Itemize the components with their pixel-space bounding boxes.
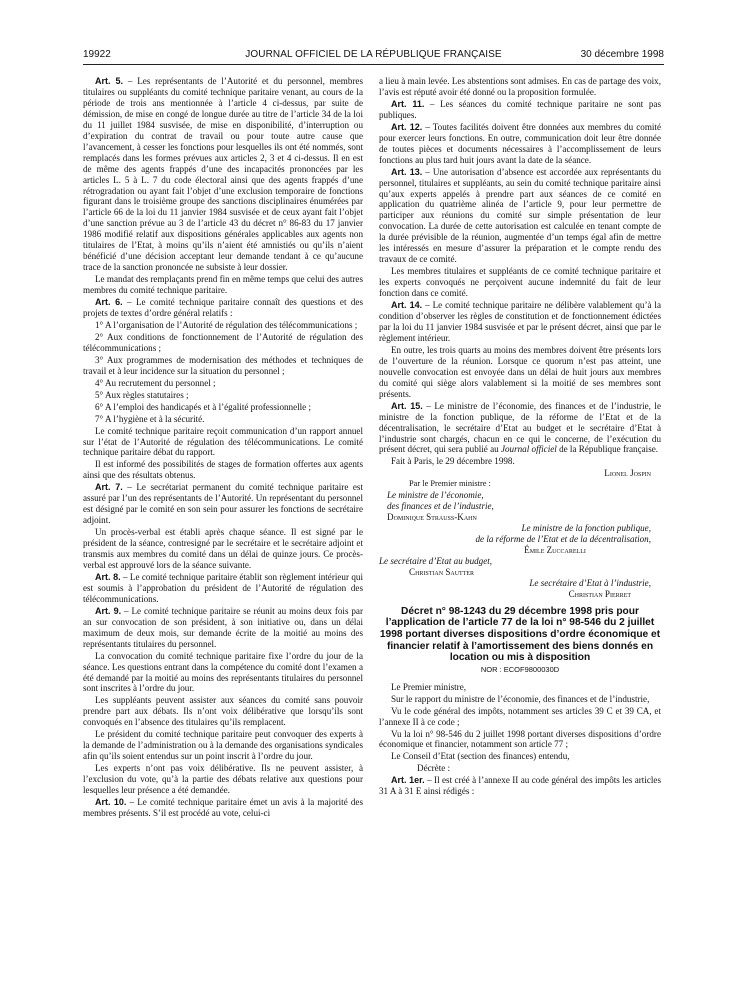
article-5 bbox=[83, 76, 363, 273]
issue-date: 30 décembre 1998 bbox=[580, 49, 664, 60]
paragraph: Le Conseil d’Etat (section des finances) entendu, bbox=[391, 751, 570, 762]
article-15 bbox=[379, 401, 661, 456]
paragraph: Il est informé des possibilités de stages de formation offertes aux agents ainsi que des résultats obtenus. bbox=[83, 459, 363, 481]
signatory-role: de la réforme de l’Etat et de la décentralisation, bbox=[475, 534, 651, 545]
signatory-name: Dominique Strauss-Kahn bbox=[387, 512, 477, 523]
article-text: – Le comité technique paritaire émet un avis à la majorité des membres présents. S’il est procédé au vote, celui-ci bbox=[83, 797, 364, 818]
article-10 bbox=[83, 797, 363, 819]
article-text: – Une autorisation d’absence est accordée aux représentants du personnel, titulaires et suppléants, au sein du comité technique paritaire ainsi qu’aux experts appelés à prendre part aux séances de ce comité en application du quatrième alinéa de l’article 9, pour leur permettre de participer aux réunions du comité sur simple présentation de leur convocation. La durée de cette autorisation est calculée en tenant compte de la durée prévisible de la réunion, augmentée d’un temps égal afin de mettre les intéressés en mesure d’assurer la préparation et le compte rendu des travaux de ce comité. bbox=[379, 166, 662, 265]
article-text: – Le comité technique paritaire se réunit au moins deux fois par an sur convocation de son président, à son initiative ou, dans un délai maximum de deux mois, sur demande écrite de la moitié au moins des représentants titulaires du personnel. bbox=[83, 605, 363, 649]
paragraph: Le mandat des remplaçants prend fin en même temps que celui des autres membres du comité technique paritaire. bbox=[83, 274, 363, 296]
article-11 bbox=[379, 99, 661, 121]
paragraph: Les membres titulaires et suppléants de ce comité technique paritaire et les experts convoqués ne perçoivent aucune indemnité du fait de leur fonction dans ce comité. bbox=[379, 266, 661, 299]
article-9 bbox=[83, 606, 363, 650]
paragraph: a lieu à main levée. Les abstentions sont admises. En cas de partage des voix, l’avis est réputé avoir été donné ou la proposition formulée. bbox=[379, 76, 661, 97]
article-label: Art. 12. bbox=[391, 121, 423, 132]
signatory-role: Le ministre de la fonction publique, bbox=[521, 523, 651, 534]
signature-block bbox=[379, 468, 661, 599]
article-text: – Les séances du comité technique paritaire ne sont pas publiques. bbox=[379, 98, 662, 120]
signatory-role: Le secrétaire d’Etat à l’industrie, bbox=[529, 577, 651, 588]
decree-title: Décret n° 98-1243 du 29 décembre 1998 pris pour l’application de l’article 77 de la loi n° 98-546 du 2 juillet 1998 portant diverses dispositions d’ordre économique et financier relatif à l’amortissement des biens donnés en location ou mis à disposition bbox=[379, 605, 661, 664]
page-number: 19922 bbox=[83, 49, 111, 60]
article-label: Art. 1er. bbox=[391, 775, 425, 786]
journal-reference: Journal officiel bbox=[500, 444, 557, 455]
article-text: – Les représentants de l’Autorité et du personnel, membres titulaires ou suppléants du comité technique paritaire venant, au cours de la période de trois ans mentionnée à l’article 4 ci-dessus, par suite de démission, de mise en congé de longue durée au titre de l’article 34 de la loi du 11 juillet 1984 susvisée, de mise en disponibilité, d’interruption ou d’expiration du contrat de travail ou pour toute autre cause que l’avancement, à cesser les fonctions pour lesquelles ils ont été nommés, sont remplacés dans les formes prévues aux articles 2, 3 et 4 ci-dessus. Il en est de même des agents frappés d’une des incapacités prononcées par les articles L. 5 à L. 7 du code électoral ainsi que des agents frappés d’une rétrogradation ou ayant fait l’objet d’une exclusion temporaire de fonctions figurant dans le troisième groupe des sanctions disciplinaires énumérées par l’article 66 de la loi du 11 janvier 1984 susvisée et de ceux ayant fait l’objet d’une sanction prévue au 3 de l’article 43 du décret n° 86-83 du 17 janvier 1986 modifié relatif aux dispositions générales applicables aux agents non titulaires de l’Etat, à moins qu’ils n’aient été amnistiés ou qu’ils n’aient bénéficié d’une décision acceptant leur demande tendant à ce qu’aucune trace de la sanction prononcée ne subsiste à leur dossier. bbox=[83, 76, 363, 273]
article-label: Art. 15. bbox=[391, 400, 423, 411]
right-column bbox=[379, 76, 661, 798]
article-7 bbox=[83, 482, 363, 526]
paragraph: Le président du comité technique paritaire peut convoquer des experts à la demande de l’administration ou à la demande des organisations syndicales afin qu’ils soient entendus sur un point inscrit à l’ordre du jour. bbox=[83, 729, 363, 762]
article-text: – Le comité technique paritaire établit son règlement intérieur qui est soumis à l’approbation du président de l’Autorité de régulation des télécommunications. bbox=[83, 571, 363, 604]
signatory-role: Par le Premier ministre : bbox=[409, 479, 491, 489]
nor-reference: NOR : ECOF9800030D bbox=[480, 664, 560, 674]
article-label: Art. 9. bbox=[95, 605, 122, 616]
signature-date: Fait à Paris, le 29 décembre 1998. bbox=[391, 456, 515, 467]
signatory-name: Christian Pierret bbox=[568, 588, 631, 599]
article-label: Art. 11. bbox=[391, 98, 425, 109]
signatory-name: Émile Zuccarelli bbox=[524, 545, 586, 556]
list-item: 7° A l’hygiène et à la sécurité. bbox=[95, 413, 205, 424]
article-text: – Il est créé à l’annexe II au code général des impôts les articles 31 A à 31 E ainsi rédigés : bbox=[379, 775, 661, 797]
article-text: – Le comité technique paritaire connaît des questions et des projets de textes d’ordre général relatifs : bbox=[83, 297, 363, 319]
paragraph: Le comité technique paritaire reçoit communication d’un rapport annuel sur l’état de l’Autorité de régulation des télécommunications. Le comité technique paritaire débat du rapport. bbox=[83, 425, 363, 458]
left-column bbox=[83, 76, 363, 820]
signatory-name: Christian Sautter bbox=[409, 566, 475, 577]
article-label: Art. 6. bbox=[95, 297, 123, 308]
signatory-name: Lionel Jospin bbox=[604, 468, 651, 479]
paragraph: En outre, les trois quarts au moins des membres doivent être présents lors de l’ouverture de la réunion. Lorsque ce quorum n’est pas atteint, une nouvelle convocation est envoyée dans un délai de huit jours aux membres du comité qui siège alors valablement si la moitié de ses membres sont présents. bbox=[379, 344, 661, 399]
article-text: – Le ministre de l’économie, des finances et de l’industrie, le ministre de la fonction publique, de la réforme de l’Etat et de la décentralisation, le secrétaire d’Etat au budget et le secrétaire d’Etat à l’industrie sont chargés, chacun en ce qui le concerne, de l’exécution du présent décret, qui sera publié au bbox=[379, 400, 661, 455]
paragraph: Vu la loi n° 98-546 du 2 juillet 1998 portant diverses dispositions d’ordre économique et financier, notamment son article 77 ; bbox=[379, 728, 661, 750]
article-label: Art. 8. bbox=[95, 571, 121, 582]
signatory-role: Le secrétaire d’Etat au budget, bbox=[379, 555, 493, 566]
list-item: 2° Aux conditions de fonctionnement de l’Autorité de régulation des télécommunications ; bbox=[83, 331, 363, 353]
paragraph: Les suppléants peuvent assister aux séances du comité sans pouvoir prendre part aux débats. Ils n’ont voix délibérative que lorsqu’ils sont convoqués en l’absence des titulaires qu’ils remplacent. bbox=[83, 695, 363, 728]
article-label: Art. 10. bbox=[95, 797, 127, 807]
paragraph: Un procès-verbal est établi après chaque séance. Il est signé par le président de la séance, contresigné par le secrétaire et le secrétaire adjoint et transmis aux membres du comité dans un délai de quinze jours. Ce procès-verbal est approuvé lors de la séance suivante. bbox=[83, 527, 363, 570]
paragraph: La convocation du comité technique paritaire fixe l’ordre du jour de la séance. Les questions entrant dans la compétence du comité dont l’examen a été demandé par la moitié au moins des représentants titulaires du personnel sont inscrites à l’ordre du jour. bbox=[83, 650, 363, 694]
article-label: Art. 14. bbox=[391, 300, 423, 311]
list-item: 5° Aux règles statutaires ; bbox=[95, 389, 189, 400]
list-item: 6° A l’emploi des handicapés et à l’égalité professionnelle ; bbox=[95, 401, 312, 412]
article-label: Art. 13. bbox=[391, 166, 423, 177]
journal-title: JOURNAL OFFICIEL DE LA RÉPUBLIQUE FRANÇAISE bbox=[245, 49, 502, 60]
page-header bbox=[83, 49, 664, 63]
decree-formula: Décrète : bbox=[417, 763, 451, 774]
article-12 bbox=[379, 122, 661, 166]
article-6 bbox=[83, 297, 363, 319]
list-item: 4° Au recrutement du personnel ; bbox=[95, 377, 216, 388]
article-text: de la République française. bbox=[556, 444, 659, 455]
list-item: 1° A l’organisation de l’Autorité de régulation des télécommunications ; bbox=[95, 319, 358, 330]
paragraph: Les experts n’ont pas voix délibérative. Ils ne peuvent assister, à l’exclusion du vote, qu’à la partie des débats relative aux questions pour lesquelles leur présence a été demandée. bbox=[83, 763, 363, 796]
signatory-role: Le ministre de l’économie, bbox=[387, 490, 484, 501]
article-label: Art. 7. bbox=[95, 482, 123, 493]
signatory-role: des finances et de l’industrie, bbox=[387, 501, 494, 512]
article-13 bbox=[379, 167, 661, 266]
article-14 bbox=[379, 300, 661, 344]
article-text: – Le secrétariat permanent du comité technique paritaire est assuré par l’un des représentants de l’Autorité. Un représentant du personnel est désigné par le comité en son sein pour assurer les fonctions de secrétaire adjoint. bbox=[83, 482, 363, 526]
header-rule bbox=[83, 64, 664, 65]
article-label: Art. 5. bbox=[95, 76, 124, 86]
list-item: 3° Aux programmes de modernisation des méthodes et techniques de travail et à leur incidence sur la situation du personnel ; bbox=[83, 354, 363, 376]
article-1 bbox=[379, 775, 661, 797]
article-8 bbox=[83, 572, 363, 605]
article-text: – Le comité technique paritaire ne délibère valablement qu’à la condition d’observer les règles de constitution et de fonctionnement édictées par la loi du 11 janvier 1984 susvisée et par le présent décret, ainsi que par le règlement intérieur. bbox=[379, 300, 661, 343]
paragraph: Le Premier ministre, bbox=[391, 681, 467, 692]
article-text: – Toutes facilités doivent être données aux membres du comité pour exercer leurs fonctions. En outre, communication doit leur être donnée de toutes pièces et documents nécessaires à l’accomplissement de leurs fonctions au plus tard huit jours avant la date de la séance. bbox=[379, 121, 661, 165]
paragraph: Vu le code général des impôts, notamment ses articles 39 C et 39 CA, et l’annexe II à ce code ; bbox=[379, 705, 661, 727]
paragraph: Sur le rapport du ministre de l’économie, des finances et de l’industrie, bbox=[391, 693, 650, 704]
